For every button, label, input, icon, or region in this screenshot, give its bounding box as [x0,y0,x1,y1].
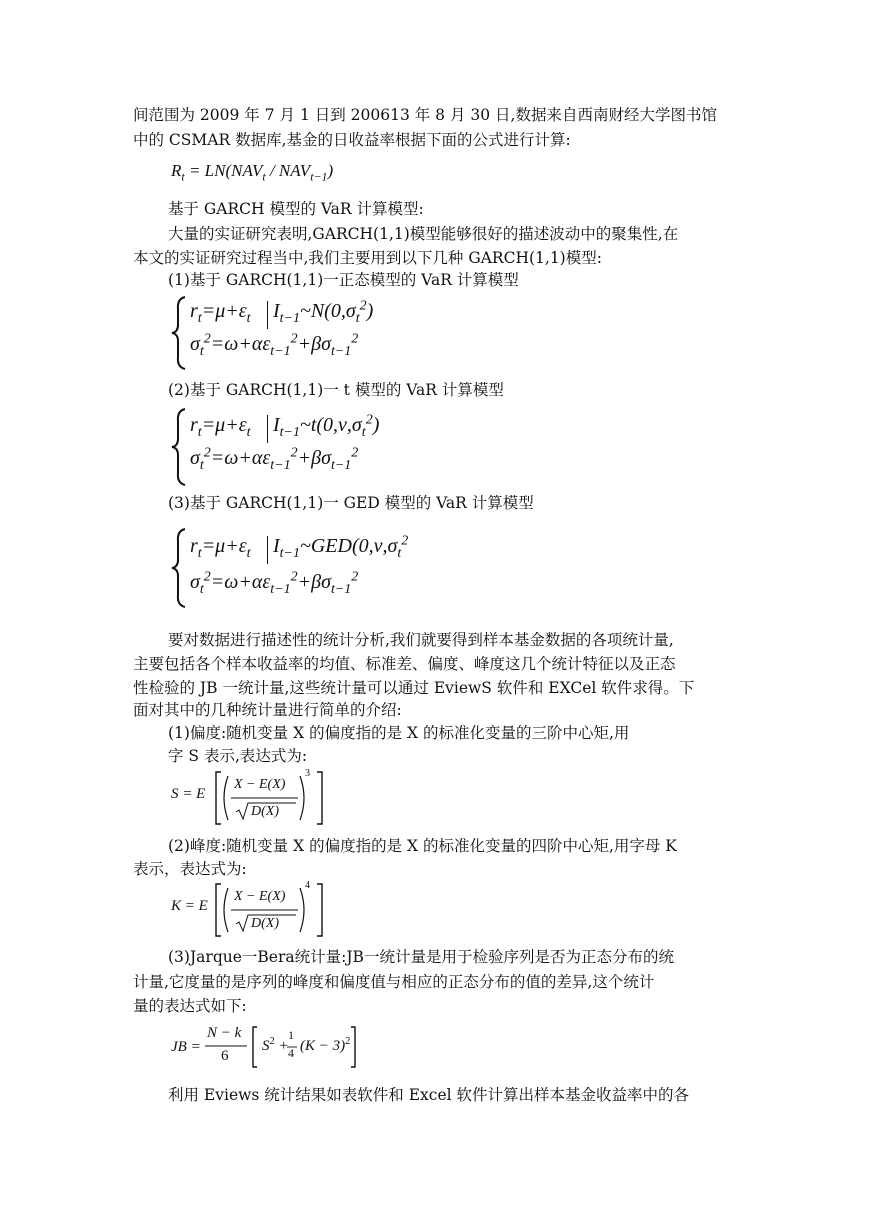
kurtosis-line-2: 表示，表达式为: [133,860,247,878]
model-3-equations: $r_t=\mu+\varepsilon_t$ $I_{t-1}\sim GED(0,\nu,\sigma_t^2$ $\sigma_t^2=\omega+\alpha\varepsilon_{t-1}^2+\beta\sigma_{t-1}^2$ [170,525,440,610]
return-formula: $R_t = LN(NAV_t / NAV_{t-1})$ [171,161,334,184]
model-2-equations: $r_t=\mu+\varepsilon_t$ $I_{t-1}\sim t(0,\nu,\sigma_t^2)$ $\sigma_t^2=\omega+\alpha\varepsilon_{t-1}^2+\beta\sigma_{t-1}^2$ [170,405,430,485]
garch-heading: 基于 GARCH 模型的 VaR 计算模型: [168,200,424,218]
para-4-line-3: 性检验的 JB 一统计量,这些统计量可以通过 EviewS 软件和 EXCel 软件求得。下 [133,679,695,697]
jb-line-1: (3)Jarque一Bera统计量:JB一统计量是用于检验序列是否为正态分布的统 [168,948,674,966]
jb-line-3: 量的表达式如下: [133,997,247,1015]
para-1-line-1: 间范围为 2009 年 7 月 1 日到 200613 年 8 月 30 日,数据来自西南财经大学图书馆 [133,106,717,124]
skewness-line-1: (1)偏度:随机变量 X 的偏度指的是 X 的标准化变量的三阶中心矩,用 [168,724,630,742]
left-brace [170,407,188,487]
model-1-equations: $r_t=\mu+\varepsilon_t$ $I_{t-1}\sim N(0,\sigma_t^2)$ $\sigma_t^2=\omega+\alpha\varepsilon_{t-1}^2+\beta\sigma_{t-1}^2$ [170,293,430,373]
final-line: 利用 Eviews 统计结果如表软件和 Excel 软件计算出样本基金收益率中的各 [168,1086,690,1104]
para-1-line-2: 中的 CSMAR 数据库,基金的日收益率根据下面的公式进行计算: [133,131,571,149]
para-4-line-4: 面对其中的几种统计量进行简单的介绍: [133,701,402,719]
para-3-line-2: 本文的实证研究过程当中,我们主要用到以下几种 GARCH(1,1)模型: [133,249,602,267]
jb-formula: JB = N − k 6 $S^2$ + 1 4 $(K - 3)^2$ [171,1023,371,1073]
left-brace [170,527,188,609]
jb-line-2: 计量,它度量的是序列的峰度和偏度值与相应的正态分布的值的差异,这个统计 [133,973,655,991]
para-3-line-1: 大量的实证研究表明,GARCH(1,1)模型能够很好的描述波动中的聚集性,在 [168,225,679,243]
para-4-line-2: 主要包括各个样本收益率的均值、标准差、偏度、峰度这几个统计特征以及正态 [133,655,676,673]
skewness-formula: S = E X − E(X) D(X) 3 [171,768,341,828]
model-2-label: (2)基于 GARCH(1,1)一 t 模型的 VaR 计算模型 [168,381,504,399]
para-4-line-1: 要对数据进行描述性的统计分析,我们就要得到样本基金数据的各项统计量, [168,631,674,649]
skewness-line-2: 字 S 表示,表达式为: [168,747,308,765]
model-1-label: (1)基于 GARCH(1,1)一正态模型的 VaR 计算模型 [168,271,519,289]
kurtosis-line-1: (2)峰度:随机变量 X 的偏度指的是 X 的标准化变量的四阶中心矩,用字母 K [168,837,677,855]
model-3-label: (3)基于 GARCH(1,1)一 GED 模型的 VaR 计算模型 [168,494,534,512]
left-brace [170,295,188,371]
kurtosis-formula: K = E X − E(X) D(X) 4 [171,880,341,940]
